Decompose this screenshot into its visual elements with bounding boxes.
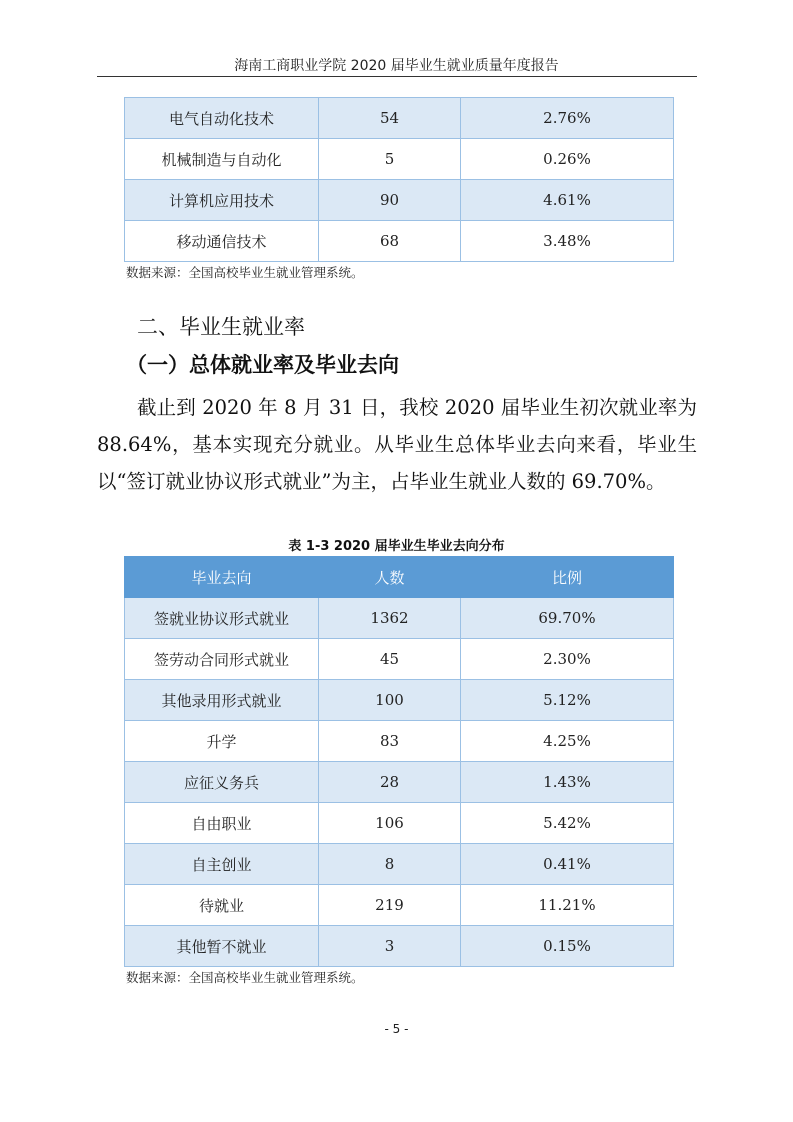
destination-cell: 应征义务兵 xyxy=(125,762,319,803)
table-row xyxy=(125,885,674,926)
destination-cell: 待就业 xyxy=(125,885,319,926)
major-cell: 计算机应用技术 xyxy=(125,180,319,221)
table-caption: 表 1-3 2020 届毕业生毕业去向分布 xyxy=(288,539,505,554)
count-cell: 83 xyxy=(319,721,461,762)
column-header-count: 人数 xyxy=(319,557,461,598)
ratio-cell: 3.48% xyxy=(461,221,674,262)
table-row xyxy=(125,803,674,844)
header-divider xyxy=(97,76,697,77)
destination-cell: 自主创业 xyxy=(125,844,319,885)
count-cell: 28 xyxy=(319,762,461,803)
count-cell: 90 xyxy=(319,180,461,221)
table-row xyxy=(125,926,674,967)
table-row xyxy=(125,139,674,180)
count-cell: 8 xyxy=(319,844,461,885)
running-header-title: 海南工商职业学院 2020 届毕业生就业质量年度报告 xyxy=(234,58,559,74)
ratio-cell: 2.76% xyxy=(461,98,674,139)
ratio-cell: 5.42% xyxy=(461,803,674,844)
table-row xyxy=(125,639,674,680)
count-cell: 68 xyxy=(319,221,461,262)
destination-cell: 签劳动合同形式就业 xyxy=(125,639,319,680)
ratio-cell: 0.15% xyxy=(461,926,674,967)
ratio-cell: 69.70% xyxy=(461,598,674,639)
table-row xyxy=(125,180,674,221)
body-paragraph: 截止到 2020 年 8 月 31 日，我校 2020 届毕业生初次就业率为 88.64%，基本实现充分就业。从毕业生总体毕业去向来看，毕业生以“签订就业协议形式就业”为主，占毕业生就业人数的 69.70%。 xyxy=(97,396,697,493)
destination-cell: 自由职业 xyxy=(125,803,319,844)
table-row xyxy=(125,221,674,262)
table-row xyxy=(125,680,674,721)
count-cell: 100 xyxy=(319,680,461,721)
table-row xyxy=(125,762,674,803)
column-header-destination: 毕业去向 xyxy=(125,557,319,598)
table-row xyxy=(125,598,674,639)
page-number: - 5 - xyxy=(384,1022,409,1036)
destination-cell: 其他暂不就业 xyxy=(125,926,319,967)
section-heading: 二、毕业生就业率 xyxy=(137,315,305,339)
ratio-cell: 4.61% xyxy=(461,180,674,221)
ratio-cell: 0.26% xyxy=(461,139,674,180)
ratio-cell: 11.21% xyxy=(461,885,674,926)
count-cell: 219 xyxy=(319,885,461,926)
ratio-cell: 4.25% xyxy=(461,721,674,762)
major-cell: 移动通信技术 xyxy=(125,221,319,262)
table-row xyxy=(125,98,674,139)
count-cell: 54 xyxy=(319,98,461,139)
destination-cell: 签就业协议形式就业 xyxy=(125,598,319,639)
table-row xyxy=(125,844,674,885)
ratio-cell: 2.30% xyxy=(461,639,674,680)
table-row xyxy=(125,721,674,762)
ratio-cell: 0.41% xyxy=(461,844,674,885)
count-cell: 3 xyxy=(319,926,461,967)
graduate-destination-table xyxy=(124,556,674,967)
count-cell: 1362 xyxy=(319,598,461,639)
count-cell: 45 xyxy=(319,639,461,680)
destination-cell: 升学 xyxy=(125,721,319,762)
column-header-ratio: 比例 xyxy=(461,557,674,598)
ratio-cell: 1.43% xyxy=(461,762,674,803)
table-header-row xyxy=(125,557,674,598)
count-cell: 106 xyxy=(319,803,461,844)
destination-cell: 其他录用形式就业 xyxy=(125,680,319,721)
ratio-cell: 5.12% xyxy=(461,680,674,721)
major-cell: 机械制造与自动化 xyxy=(125,139,319,180)
table-source-note: 数据来源：全国高校毕业生就业管理系统。 xyxy=(126,265,364,280)
count-cell: 5 xyxy=(319,139,461,180)
major-employment-table xyxy=(124,97,674,262)
table-source-note: 数据来源：全国高校毕业生就业管理系统。 xyxy=(126,970,364,985)
subsection-heading: （一）总体就业率及毕业去向 xyxy=(126,353,399,377)
major-cell: 电气自动化技术 xyxy=(125,98,319,139)
